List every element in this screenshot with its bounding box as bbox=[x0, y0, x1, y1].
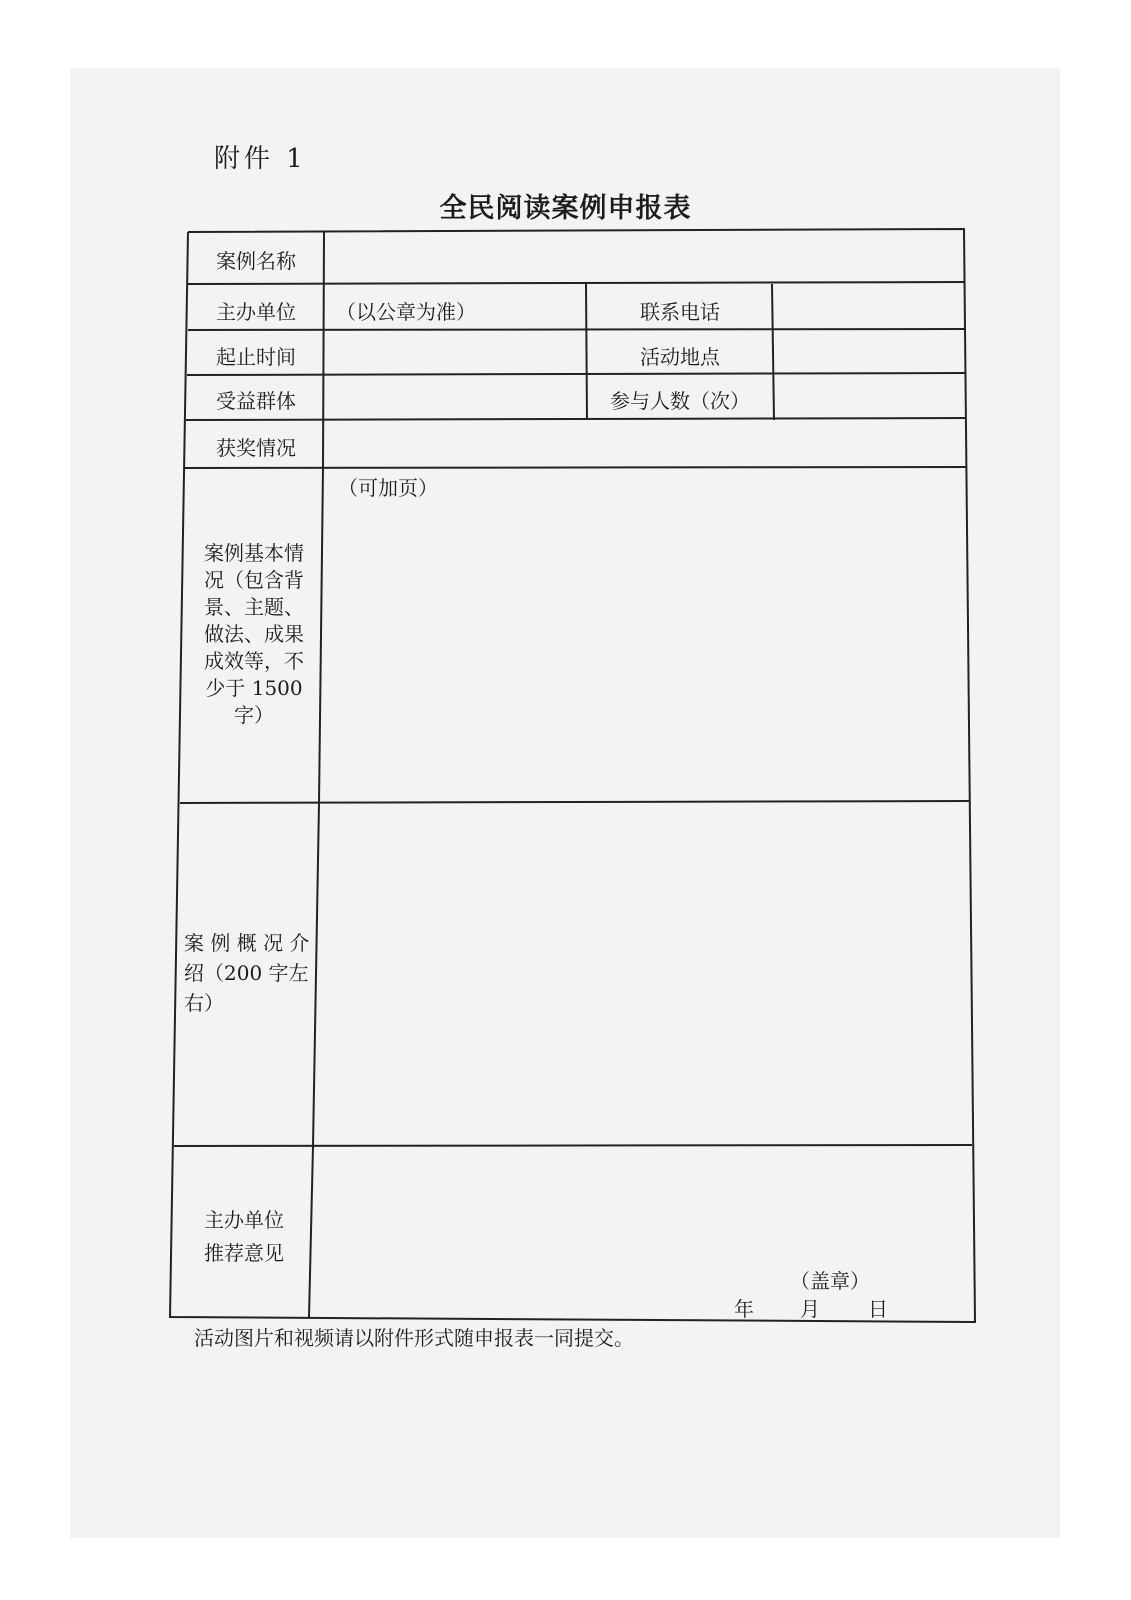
form-title: 全民阅读案例申报表 bbox=[439, 193, 692, 224]
label-overview bbox=[184, 928, 314, 1018]
label-organizer: 主办单位 bbox=[216, 300, 296, 324]
label-overview-line: 案 例 概 况 介 bbox=[184, 931, 310, 955]
row-rule bbox=[180, 801, 969, 803]
organizer-field[interactable] bbox=[328, 286, 584, 328]
label-overview-line: 绍（200 字左 bbox=[184, 961, 309, 985]
basic-info-field[interactable] bbox=[326, 500, 962, 798]
footnote: 活动图片和视频请以附件形式随申报表一同提交。 bbox=[194, 1326, 634, 1350]
row-rule bbox=[174, 1145, 972, 1146]
label-basic-info-line: 景、主题、 bbox=[204, 595, 304, 619]
label-awards: 获奖情况 bbox=[216, 436, 296, 460]
label-overview-line: 右） bbox=[184, 991, 224, 1015]
phone-field[interactable] bbox=[776, 286, 962, 328]
mid-divider bbox=[586, 284, 587, 420]
label-basic-info-line: 成效等，不 bbox=[204, 649, 304, 673]
recommendation-field[interactable] bbox=[316, 1150, 970, 1260]
label-phone: 联系电话 bbox=[640, 300, 720, 324]
mid-divider bbox=[772, 284, 774, 420]
label-beneficiaries: 受益群体 bbox=[216, 389, 296, 413]
venue-field[interactable] bbox=[776, 332, 962, 372]
organizer-field-hint: （以公章为准） bbox=[336, 300, 476, 324]
label-participants: 参与人数（次） bbox=[610, 389, 750, 413]
row-rule bbox=[185, 467, 966, 468]
row-rule bbox=[188, 329, 965, 330]
case-name-field[interactable] bbox=[328, 236, 960, 280]
label-venue: 活动地点 bbox=[640, 345, 720, 369]
label-basic-info-line: 案例基本情 bbox=[204, 541, 304, 565]
row-rule bbox=[188, 282, 964, 284]
label-basic-info-line: 字） bbox=[234, 703, 274, 727]
label-recommendation-line: 推荐意见 bbox=[204, 1241, 284, 1265]
period-field[interactable] bbox=[328, 332, 584, 372]
date-year: 年 bbox=[734, 1297, 754, 1321]
label-basic-info-line: 少于 1500 bbox=[205, 676, 303, 700]
label-case-name: 案例名称 bbox=[216, 249, 296, 273]
row-rule bbox=[187, 373, 965, 375]
label-basic-info-line: 况（包含背 bbox=[204, 568, 304, 592]
participants-field[interactable] bbox=[776, 377, 962, 417]
overview-field[interactable] bbox=[322, 806, 966, 1142]
label-period: 起止时间 bbox=[216, 345, 296, 369]
attachment-label: 附件 1 bbox=[214, 144, 307, 174]
basic-info-hint: （可加页） bbox=[338, 476, 438, 500]
label-basic-info-line: 做法、成果 bbox=[204, 622, 304, 646]
label-recommendation bbox=[178, 1204, 310, 1270]
row-rule bbox=[186, 418, 966, 420]
date-month: 月 bbox=[800, 1297, 820, 1321]
beneficiaries-field[interactable] bbox=[328, 377, 584, 417]
label-recommendation-line: 主办单位 bbox=[204, 1208, 284, 1232]
awards-field[interactable] bbox=[328, 422, 962, 465]
date-day: 日 bbox=[868, 1297, 888, 1321]
seal-text: （盖章） bbox=[790, 1269, 870, 1293]
label-basic-info bbox=[186, 540, 322, 729]
